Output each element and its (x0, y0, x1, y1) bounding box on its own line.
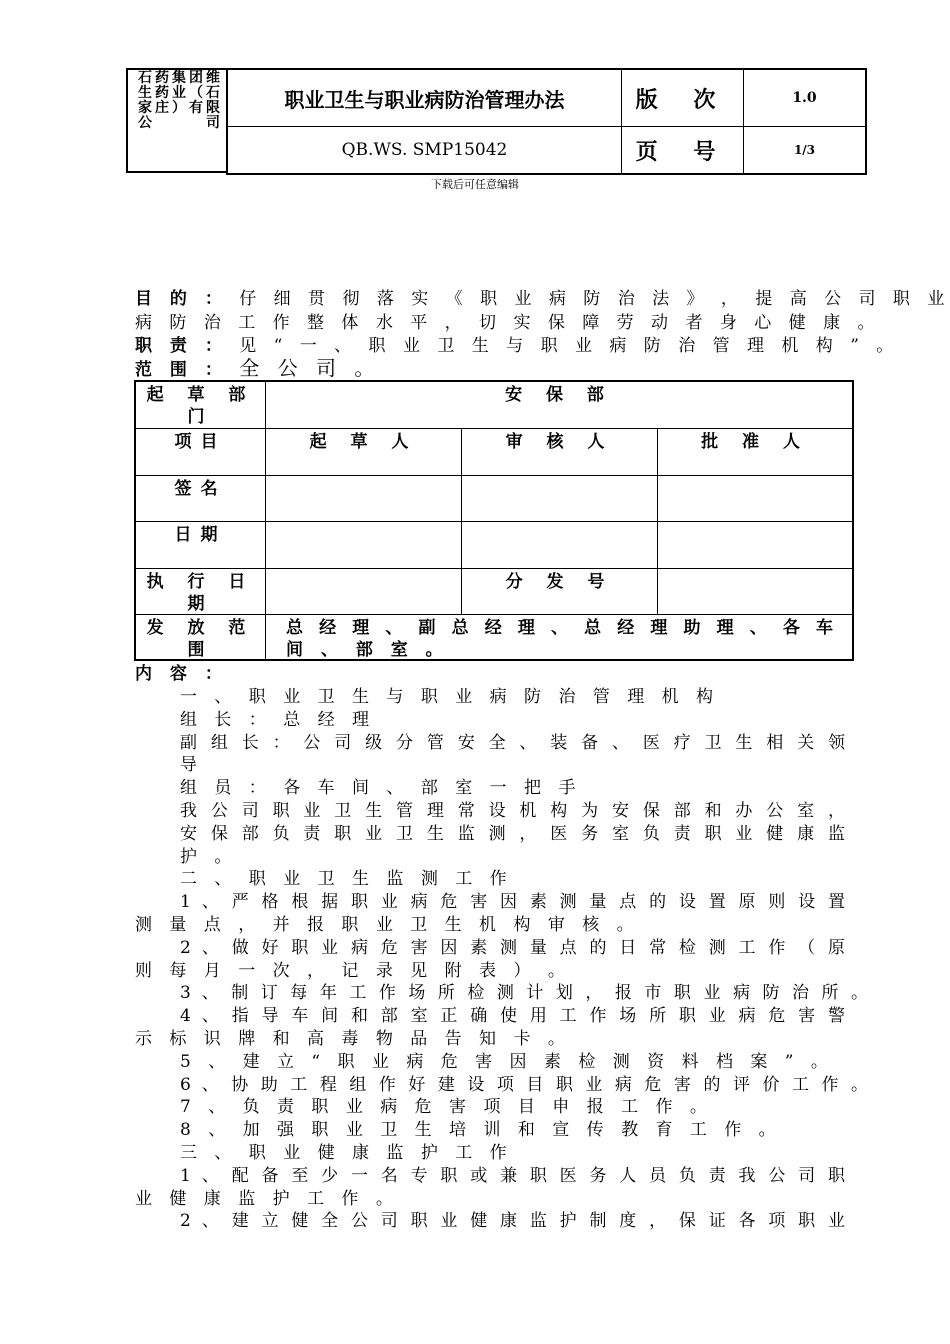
content-line: 安 保 部 负 责 职 业 卫 生 监 测 ， 医 务 室 负 责 职 业 健 康 监 (180, 823, 847, 844)
purpose-label: 目 的 ： (135, 289, 228, 309)
content-line: 护 。 (180, 846, 238, 867)
content-line: 3 、 制 订 每 年 工 作 场 所 检 测 计 划 ， 报 市 职 业 病 防 治 所 。 (180, 983, 870, 1004)
approver-signature-cell (658, 476, 852, 522)
content-line: 2 、 做 好 职 业 病 危 害 因 素 测 量 点 的 日 常 检 测 工 作 （ 原 (180, 937, 847, 958)
content-line: 1 、 严 格 根 据 职 业 病 危 害 因 素 测 量 点 的 设 置 原 则 设 置 (180, 892, 847, 913)
effective-date-label: 执 行 日期 (136, 569, 266, 615)
drafting-dept-label: 起 草 部门 (136, 382, 266, 429)
distribution-scope-value (266, 615, 852, 659)
content-line: 4 、 指 导 车 间 和 部 室 正 确 使 用 工 作 场 所 职 业 病 危 害 警 (180, 1006, 847, 1027)
drafter-signature-cell (266, 476, 462, 522)
version-value: 1.0 (744, 70, 865, 127)
content-line: 7 、 负 责 职 业 病 危 害 项 目 申 报 工 作 。 (180, 1097, 713, 1118)
document-title: 职业卫生与职业病防治管理办法 (228, 70, 622, 127)
distribution-no-label: 分 发 号 (462, 569, 658, 615)
scope-line (135, 357, 847, 382)
content-line: 组 长 ： 总 经 理 (180, 709, 376, 730)
content-line: 6 、 协 助 工 程 组 作 好 建 设 项 目 职 业 病 危 害 的 评 价 工 作 。 (180, 1074, 870, 1095)
content-line: 副 组 长 ： 公 司 级 分 管 安 全 、 装 备 、 医 疗 卫 生 相 关 领 (180, 732, 847, 753)
download-note: 下载后可任意编辑 (431, 178, 519, 191)
content-line: 业 健 康 监 护 工 作 。 (135, 1188, 399, 1209)
item-label: 项目 (136, 429, 266, 476)
scope-text: 全 公 司 。 (239, 356, 381, 380)
content-line: 一 、 职 业 卫 生 与 职 业 病 防 治 管 理 机 构 (180, 687, 720, 707)
signature-label: 签名 (136, 476, 266, 522)
page-number: 1/3 (793, 143, 816, 157)
content-line: 5 、 建 立 “ 职 业 病 危 害 因 素 检 测 资 料 档 案 ” 。 (180, 1051, 834, 1072)
duty-text: 见 “ 一 、 职 业 卫 生 与 职 业 病 防 治 管 理 机 构 ” 。 (239, 336, 900, 356)
document-code: QB.WS. SMP15042 (228, 127, 622, 173)
purpose-line-1 (135, 288, 950, 311)
content-line: 示 标 识 牌 和 高 毒 物 品 告 知 卡 。 (135, 1029, 571, 1049)
content-line: 8 、 加 强 职 业 卫 生 培 训 和 宣 传 教 育 工 作 。 (180, 1120, 782, 1141)
document-header (126, 68, 867, 175)
effective-date-cell (266, 569, 462, 615)
duty-label: 职 责 ： (135, 336, 228, 356)
drafting-dept-value: 安 保 部 (266, 382, 852, 429)
content-line: 二 、 职 业 卫 生 监 测 工 作 (180, 869, 513, 890)
approver-header: 批 准 人 (658, 429, 852, 476)
content-line: 我 公 司 职 业 卫 生 管 理 常 设 机 构 为 安 保 部 和 办 公 室 ， (180, 801, 847, 821)
content-label: 内 容 ： (135, 664, 228, 684)
content-line: 1 、 配 备 至 少 一 名 专 职 或 兼 职 医 务 人 员 负 责 我 公 司 职 (180, 1165, 847, 1186)
distribution-scope-label: 发 放 范围 (136, 615, 266, 659)
header-grid (226, 68, 867, 175)
approver-date-cell (658, 522, 852, 569)
reviewer-header: 审 核 人 (462, 429, 658, 476)
purpose-text: 仔 细 贯 彻 落 实 《 职 业 病 防 治 法 》 ， 提 高 公 司 职 业 (239, 289, 950, 309)
content-line: 组 员 ： 各 车 间 、 部 室 一 把 手 (180, 778, 582, 799)
distribution-no-cell (658, 569, 852, 615)
content-line: 2 、 建 立 健 全 公 司 职 业 健 康 监 护 制 度 ， 保 证 各 项 职 业 (180, 1211, 847, 1232)
approval-table (134, 380, 854, 661)
reviewer-signature-cell (462, 476, 658, 522)
scope-label: 范 围 ： (135, 360, 228, 380)
page-label: 页 号 (622, 127, 744, 173)
content-line: 导 (180, 755, 203, 776)
distribution-scope-line-2: 间 、 部 室 。 (286, 640, 449, 660)
content-line: 测 量 点 ， 并 报 职 业 卫 生 机 构 审 核 。 (135, 915, 640, 935)
duty-line (135, 335, 900, 358)
date-label: 日期 (136, 522, 266, 569)
content-line: 则 每 月 一 次 ， 记 录 见 附 表 ） 。 (135, 960, 571, 981)
company-name: 石药集团维生药业（石家庄）有限公司 (126, 68, 226, 173)
reviewer-date-cell (462, 522, 658, 569)
distribution-scope-line-1: 总 经 理 、 副 总 经 理 、 总 经 理 助 理 、 各 车 (286, 618, 834, 638)
version-label: 版 次 (622, 70, 744, 127)
drafter-date-cell (266, 522, 462, 569)
content-line: 三 、 职 业 健 康 监 护 工 作 (180, 1143, 513, 1163)
drafter-header: 起 草 人 (266, 429, 462, 476)
purpose-line-2: 病 防 治 工 作 整 体 水 平 ， 切 实 保 障 劳 动 者 身 心 健 康 。 (135, 313, 881, 333)
